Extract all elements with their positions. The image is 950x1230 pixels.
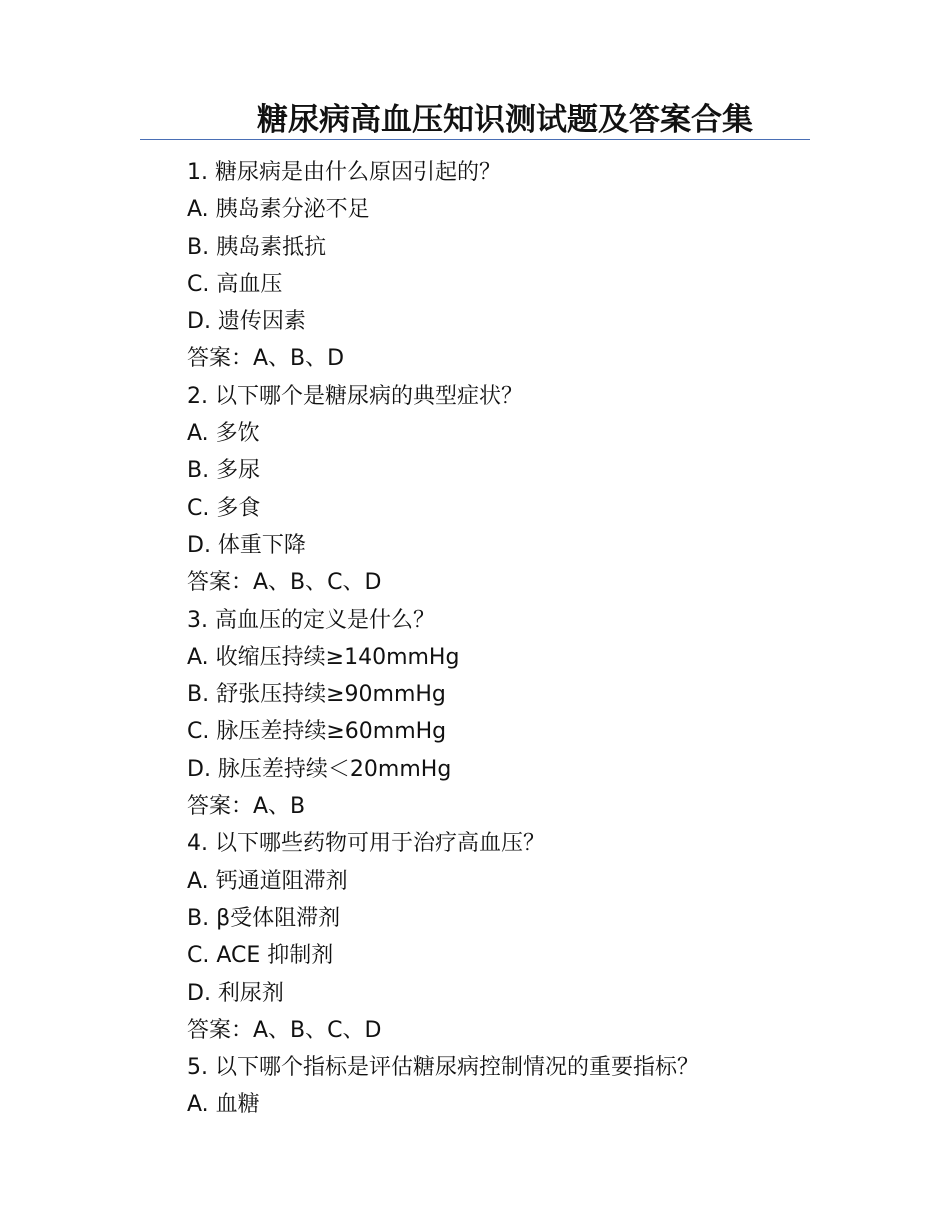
option-line: D. 利尿剂	[187, 980, 284, 1006]
option-line: B. 胰岛素抵抗	[187, 234, 327, 260]
question-line: 5. 以下哪个指标是评估糖尿病控制情况的重要指标？	[187, 1055, 699, 1081]
option-line: B. 多尿	[187, 458, 261, 484]
option-line: C. 脉压差持续≥60mmHg	[187, 719, 447, 745]
answer-line: 答案：A、B	[187, 794, 306, 820]
answer-line: 答案：A、B、D	[187, 346, 345, 372]
page-title: 糖尿病高血压知识测试题及答案合集	[257, 102, 753, 138]
option-line: A. 胰岛素分泌不足	[187, 197, 370, 223]
option-line: B. β受体阻滞剂	[187, 905, 341, 931]
option-line: C. ACE 抑制剂	[187, 943, 334, 969]
option-line: B. 舒张压持续≥90mmHg	[187, 682, 446, 708]
option-line: A. 血糖	[187, 1092, 260, 1118]
option-line: A. 钙通道阻滞剂	[187, 868, 348, 894]
quiz-content	[187, 154, 807, 1124]
question-line: 1. 糖尿病是由什么原因引起的？	[187, 160, 501, 185]
option-line: D. 遗传因素	[187, 309, 306, 335]
option-line: C. 多食	[187, 495, 261, 521]
question-line: 4. 以下哪些药物可用于治疗高血压？	[187, 831, 545, 857]
title-underline	[140, 139, 810, 140]
question-line: 2. 以下哪个是糖尿病的典型症状？	[187, 383, 523, 409]
option-line: C. 高血压	[187, 271, 283, 297]
answer-line: 答案：A、B、C、D	[187, 570, 382, 596]
option-line: D. 体重下降	[187, 532, 306, 558]
question-line: 3. 高血压的定义是什么？	[187, 607, 435, 633]
option-line: A. 多饮	[187, 421, 260, 447]
answer-line: 答案：A、B、C、D	[187, 1017, 382, 1043]
option-line: D. 脉压差持续＜20mmHg	[187, 756, 452, 782]
option-line: A. 收缩压持续≥140mmHg	[187, 644, 460, 670]
